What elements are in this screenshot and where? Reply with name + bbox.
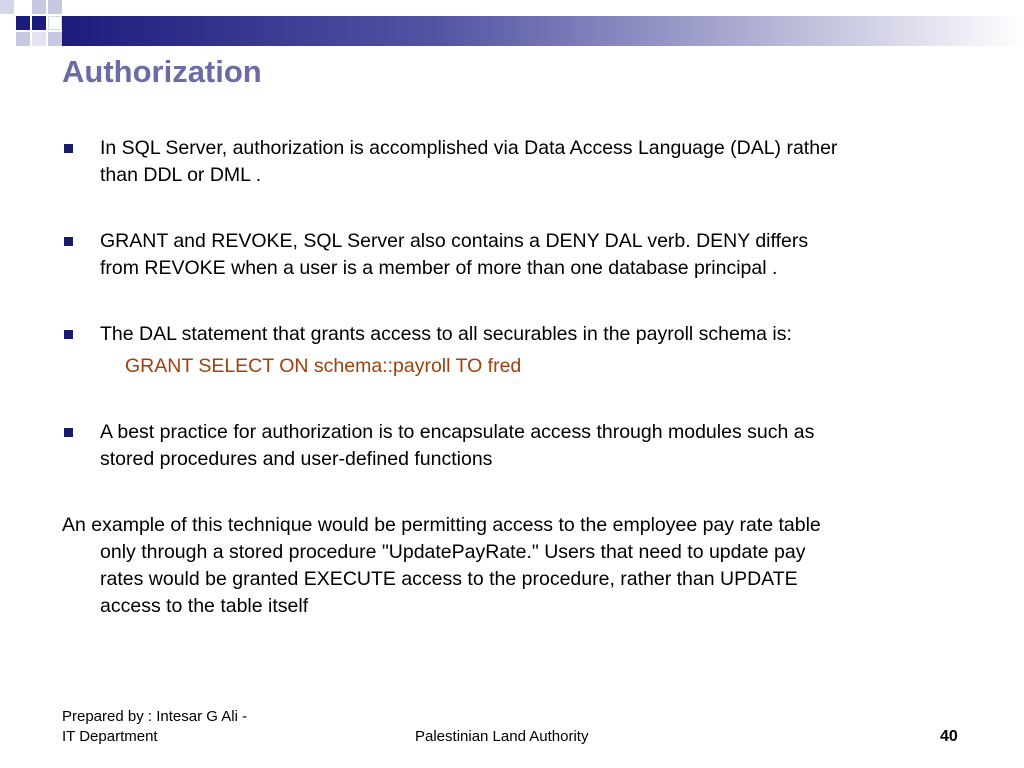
code-example: GRANT SELECT ON schema::payroll TO fred [125, 355, 522, 377]
decor-square [32, 16, 46, 30]
header-gradient-bar [62, 16, 1024, 46]
footer-author-line: IT Department [62, 728, 158, 745]
page-number: 40 [940, 728, 958, 745]
decor-square [48, 32, 62, 46]
bullet-text [100, 419, 980, 473]
footer-organization: Palestinian Land Authority [415, 728, 589, 745]
bullet-marker [64, 144, 73, 153]
decor-square [32, 32, 46, 46]
example-line: rates would be granted EXECUTE access to the procedure, rather than UPDATE [100, 568, 798, 590]
decor-square [32, 0, 46, 14]
example-line: access to the table itself [100, 595, 309, 617]
example-paragraph [62, 512, 962, 620]
decor-square [0, 0, 14, 14]
bullet-marker [64, 428, 73, 437]
footer-author [62, 707, 247, 747]
decor-square [16, 16, 30, 30]
bullet-line: than DDL or DML . [100, 164, 262, 186]
bullet-marker [64, 237, 73, 246]
bullet-line: The DAL statement that grants access to all securables in the payroll schema is: [100, 323, 792, 345]
decor-square [48, 0, 62, 14]
bullet-line: In SQL Server, authorization is accomplished via Data Access Language (DAL) rather [100, 137, 838, 159]
bullet-line: stored procedures and user-defined functions [100, 448, 493, 470]
bullet-text [100, 228, 980, 282]
bullet-text [100, 135, 980, 189]
slide-title: Authorization [62, 54, 262, 89]
bullet-line: GRANT and REVOKE, SQL Server also contains a DENY DAL verb. DENY differs [100, 230, 809, 252]
bullet-marker [64, 330, 73, 339]
bullet-text [100, 321, 980, 348]
bullet-line: A best practice for authorization is to encapsulate access through modules such as [100, 421, 815, 443]
example-line: only through a stored procedure "UpdatePayRate." Users that need to update pay [100, 541, 806, 563]
bullet-line: from REVOKE when a user is a member of more than one database principal . [100, 257, 778, 279]
decor-square [48, 16, 62, 30]
example-line: An example of this technique would be permitting access to the employee pay rate table [62, 514, 821, 536]
footer-author-line: Prepared by : Intesar G Ali - [62, 708, 248, 725]
decor-square [16, 32, 30, 46]
